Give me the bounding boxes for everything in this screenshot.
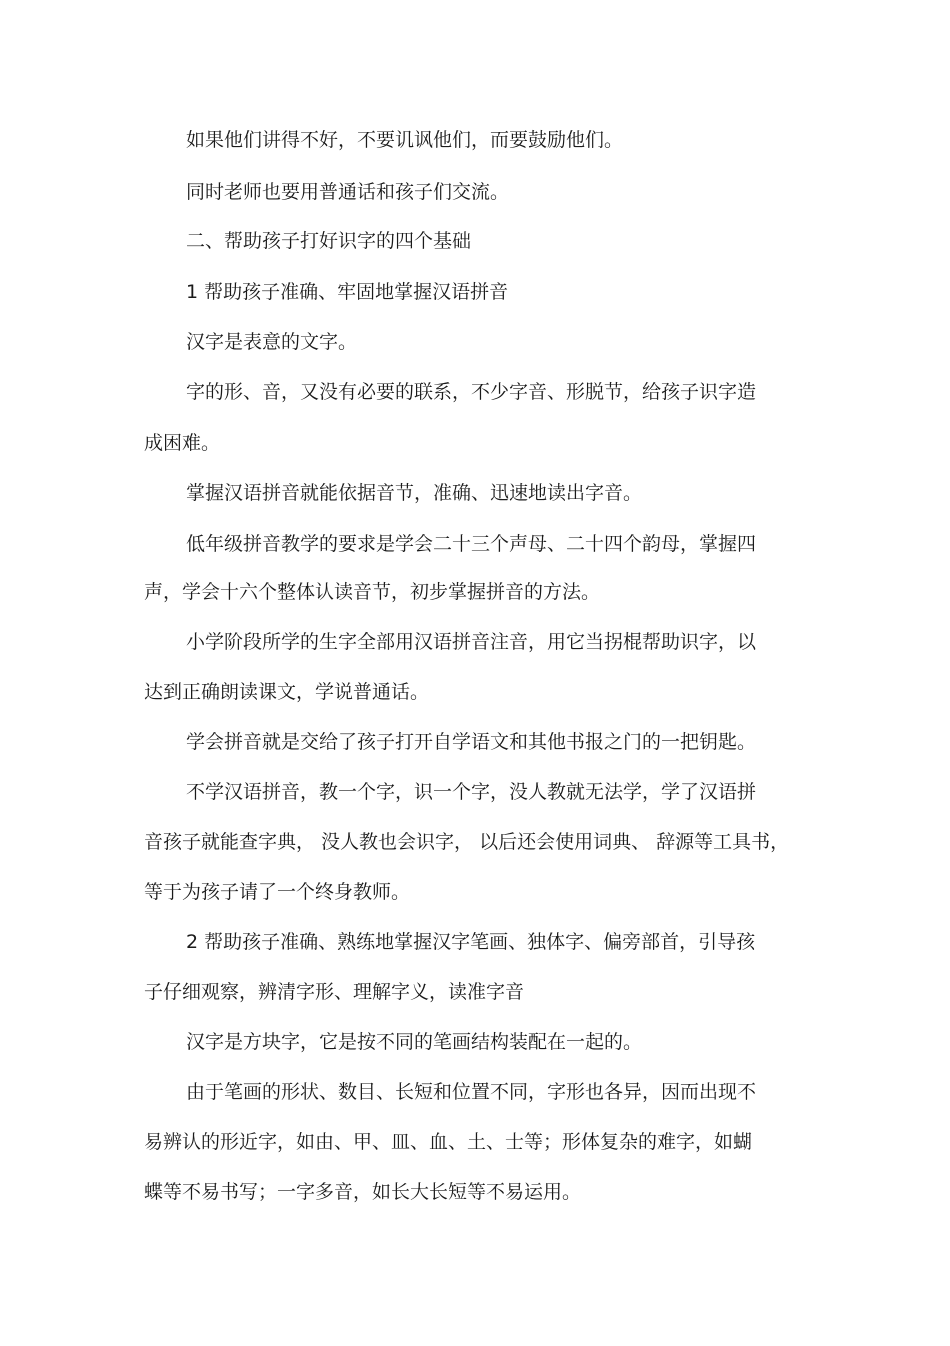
paragraph-line: 子仔细观察，辨清字形、理解字义，读准字音: [144, 981, 525, 1003]
paragraph-line: 字的形、音，又没有必要的联系，不少字音、形脱节，给孩子识字造: [186, 381, 757, 403]
paragraph-line: 达到正确朗读课文，学说普通话。: [144, 681, 430, 703]
paragraph-line: 小学阶段所学的生字全部用汉语拼音注音，用它当拐棍帮助识字，以: [186, 631, 757, 653]
paragraph-line: 如果他们讲得不好，不要讥讽他们，而要鼓励他们。: [186, 129, 624, 151]
paragraph-line: 掌握汉语拼音就能依据音节，准确、迅速地读出字音。: [186, 482, 643, 504]
paragraph-line: 汉字是表意的文字。: [186, 331, 358, 353]
paragraph-line: 声，学会十六个整体认读音节，初步掌握拼音的方法。: [144, 581, 601, 603]
paragraph-line: 低年级拼音教学的要求是学会二十三个声母、二十四个韵母，掌握四: [186, 533, 757, 555]
paragraph-line: 汉字是方块字，它是按不同的笔画结构装配在一起的。: [186, 1031, 643, 1053]
paragraph-line: 成困难。: [144, 432, 221, 454]
paragraph-line: 由于笔画的形状、数目、长短和位置不同，字形也各异，因而出现不: [186, 1081, 757, 1103]
paragraph-line: 音孩子就能查字典， 没人教也会识字， 以后还会使用词典、 辞源等工具书，: [144, 831, 790, 853]
section-heading: 二、帮助孩子打好识字的四个基础: [186, 230, 472, 252]
paragraph-line: 易辨认的形近字，如由、甲、皿、血、土、士等；形体复杂的难字，如蝴: [144, 1131, 753, 1153]
subsection-heading: 2 帮助孩子准确、熟练地掌握汉字笔画、独体字、偏旁部首，引导孩: [186, 931, 756, 953]
paragraph-line: 蝶等不易书写；一字多音，如长大长短等不易运用。: [144, 1181, 582, 1203]
paragraph-line: 不学汉语拼音，教一个字，识一个字，没人教就无法学，学了汉语拼: [186, 781, 757, 803]
paragraph-line: 同时老师也要用普通话和孩子们交流。: [186, 181, 510, 203]
paragraph-line: 等于为孩子请了一个终身教师。: [144, 881, 411, 903]
subsection-heading: 1 帮助孩子准确、牢固地掌握汉语拼音: [186, 281, 509, 303]
paragraph-line: 学会拼音就是交给了孩子打开自学语文和其他书报之门的一把钥匙。: [186, 731, 757, 753]
